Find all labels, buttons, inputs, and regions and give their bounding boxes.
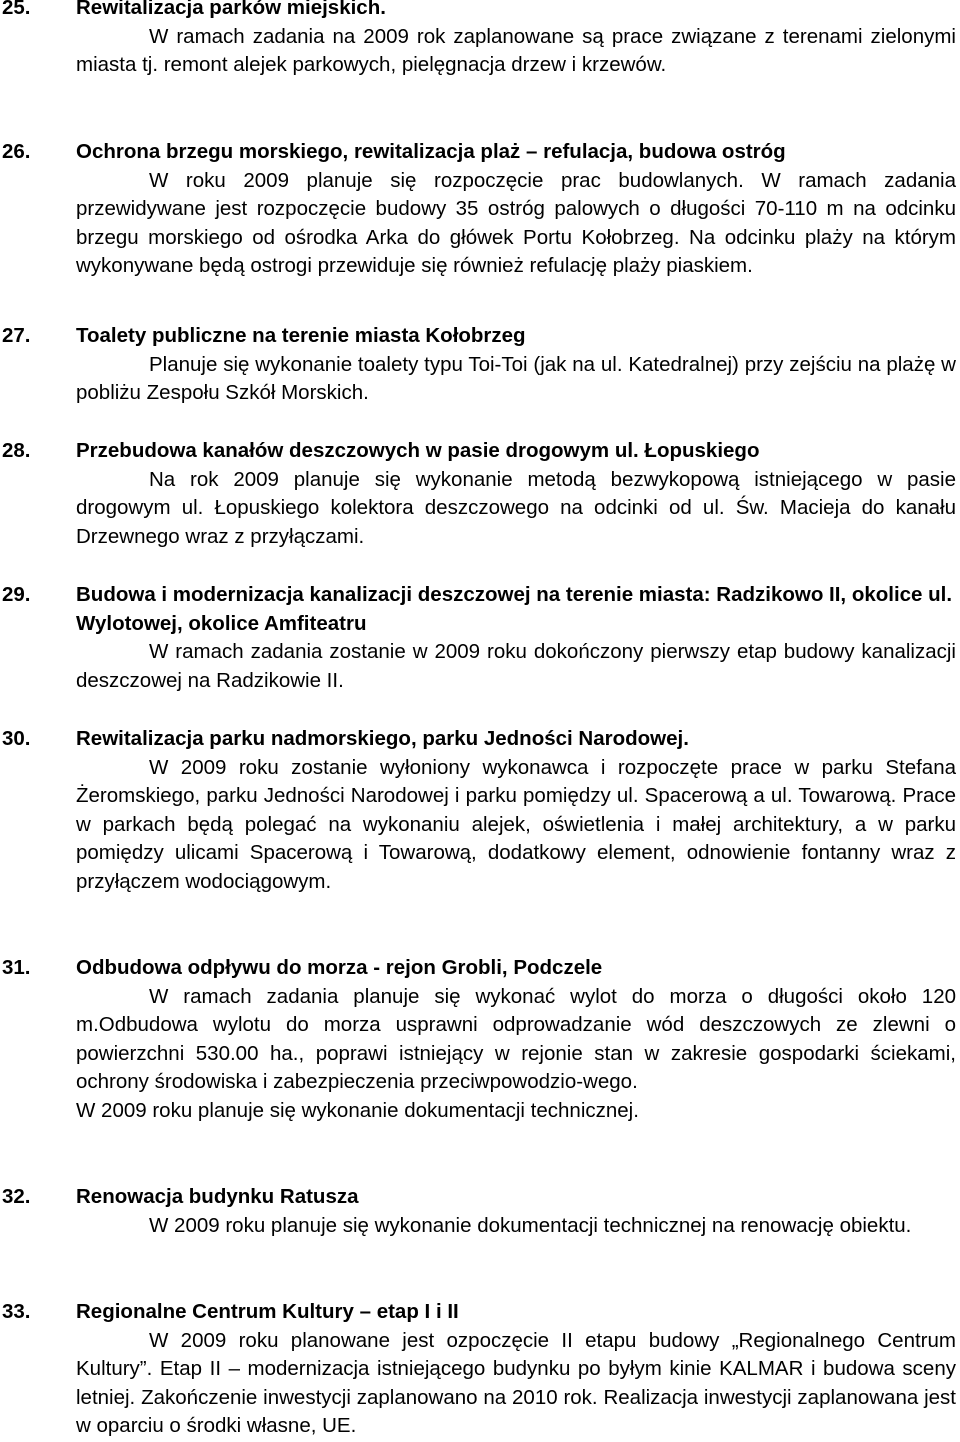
section-title: Ochrona brzegu morskiego, rewitalizacja plaż – refulacja, budowa ostróg xyxy=(76,140,786,163)
section-33 xyxy=(0,1298,960,1441)
section-25 xyxy=(0,0,960,80)
section-30 xyxy=(0,725,960,897)
section-31 xyxy=(0,954,960,1126)
section-body xyxy=(76,1212,956,1241)
section-number: 28. xyxy=(2,439,31,462)
section-paragraph: W ramach zadania na 2009 rok zaplanowane są prace związane z terenami zielonymi miasta tj. remont alejek parkowych, pielęgnacja drzew i krzewów. xyxy=(76,24,956,77)
section-title: Renowacja budynku Ratusza xyxy=(76,1185,359,1208)
section-paragraph: W 2009 roku planowane jest ozpoczęcie II etapu budowy „Regionalnego Centrum Kultury”. Etap II – modernizacja istniejącego budynku po byłym kinie KALMAR i budowa sceny letniej. Zakończenie inwestycji zaplanowano na 2010 rok. Realizacja inwestycji zaplanowana jest w oparciu o środki własne, UE. xyxy=(76,1328,956,1438)
section-paragraph: W 2009 roku planuje się wykonanie dokumentacji technicznej. xyxy=(76,1098,639,1122)
section-body xyxy=(76,983,956,1126)
section-title: Odbudowa odpływu do morza - rejon Grobli, Podczele xyxy=(76,956,603,979)
section-paragraph: W ramach zadania zostanie w 2009 roku dokończony pierwszy etap budowy kanalizacji deszczowej na Radzikowie II. xyxy=(76,640,956,692)
section-paragraph: W roku 2009 planuje się rozpoczęcie prac budowlanych. W ramach zadania przewidywane jest rozpoczęcie budowy 35 ostróg palowych o długości 70-110 m na odcinku brzegu morskiego od ośrodka Arka do główek Portu Kołobrzeg. Na odcinku plaży na którym wykonywane będą ostrogi przewiduje się również refulację plaży piaskiem. xyxy=(76,168,956,278)
section-body xyxy=(76,167,956,281)
section-title: Przebudowa kanałów deszczowych w pasie drogowym ul. Łopuskiego xyxy=(76,439,760,462)
section-paragraph: W ramach zadania planuje się wykonać wylot do morza o długości około 120 m.Odbudowa wylotu do morza usprawni odprowadzanie wód deszczowych ze zlewni o powierzchni 530.00 ha., poprawi istniejący w rejonie stan w zakresie gospodarki ściekami, ochrony środowiska i zabezpieczenia przeciwpowodzio-wego. xyxy=(76,984,956,1094)
section-title: Budowa i modernizacja kanalizacji deszczowej na terenie miasta: Radzikowo II, okolice ul. Wylotowej, okolice Amfiteatru xyxy=(76,583,953,635)
section-32 xyxy=(0,1183,960,1240)
section-number: 25. xyxy=(2,0,31,19)
section-27 xyxy=(0,322,960,408)
section-title: Rewitalizacja parku nadmorskiego, parku Jedności Narodowej. xyxy=(76,727,689,750)
section-body xyxy=(76,754,956,897)
section-title: Regionalne Centrum Kultury – etap I i II xyxy=(76,1300,459,1323)
section-26 xyxy=(0,138,960,281)
section-number: 29. xyxy=(2,583,31,606)
section-paragraph: Planuje się wykonanie toalety typu Toi-Toi (jak na ul. Katedralnej) przy zejściu na plażę w pobliżu Zespołu Szkół Morskich. xyxy=(76,352,956,405)
section-29 xyxy=(0,581,960,695)
section-body xyxy=(76,466,956,552)
section-number: 26. xyxy=(2,140,31,163)
section-paragraph: W 2009 roku zostanie wyłoniony wykonawca i rozpoczęte prace w parku Stefana Żeromskiego, parku Jedności Narodowej i parku pomiędzy ul. Spacerową a ul. Towarową. Prace w parkach będą polegać na wykonaniu alejek, oświetlenia i małej architektury, a w parku pomiędzy ulicami Spacerową i Towarową, dodatkowy element, odnowienie fontanny wraz z przyłączem wodociągowym. xyxy=(76,755,956,893)
section-number: 33. xyxy=(2,1300,31,1323)
section-paragraph: Na rok 2009 planuje się wykonanie metodą bezwykopową istniejącego w pasie drogowym ul. Łopuskiego kolektora deszczowego na odcinki od ul. Św. Macieja do kanału Drzewnego wraz z przyłączami. xyxy=(76,467,956,548)
section-number: 32. xyxy=(2,1185,31,1208)
section-body xyxy=(76,351,956,408)
section-body xyxy=(76,1327,956,1441)
section-body xyxy=(76,638,956,695)
section-number: 30. xyxy=(2,727,31,750)
section-title: Rewitalizacja parków miejskich. xyxy=(76,0,386,19)
section-28 xyxy=(0,437,960,551)
section-number: 31. xyxy=(2,956,31,979)
section-title: Toalety publiczne na terenie miasta Kołobrzeg xyxy=(76,324,526,347)
section-number: 27. xyxy=(2,324,31,347)
section-body xyxy=(76,23,956,80)
section-paragraph: W 2009 roku planuje się wykonanie dokumentacji technicznej na renowację obiektu. xyxy=(149,1213,912,1237)
